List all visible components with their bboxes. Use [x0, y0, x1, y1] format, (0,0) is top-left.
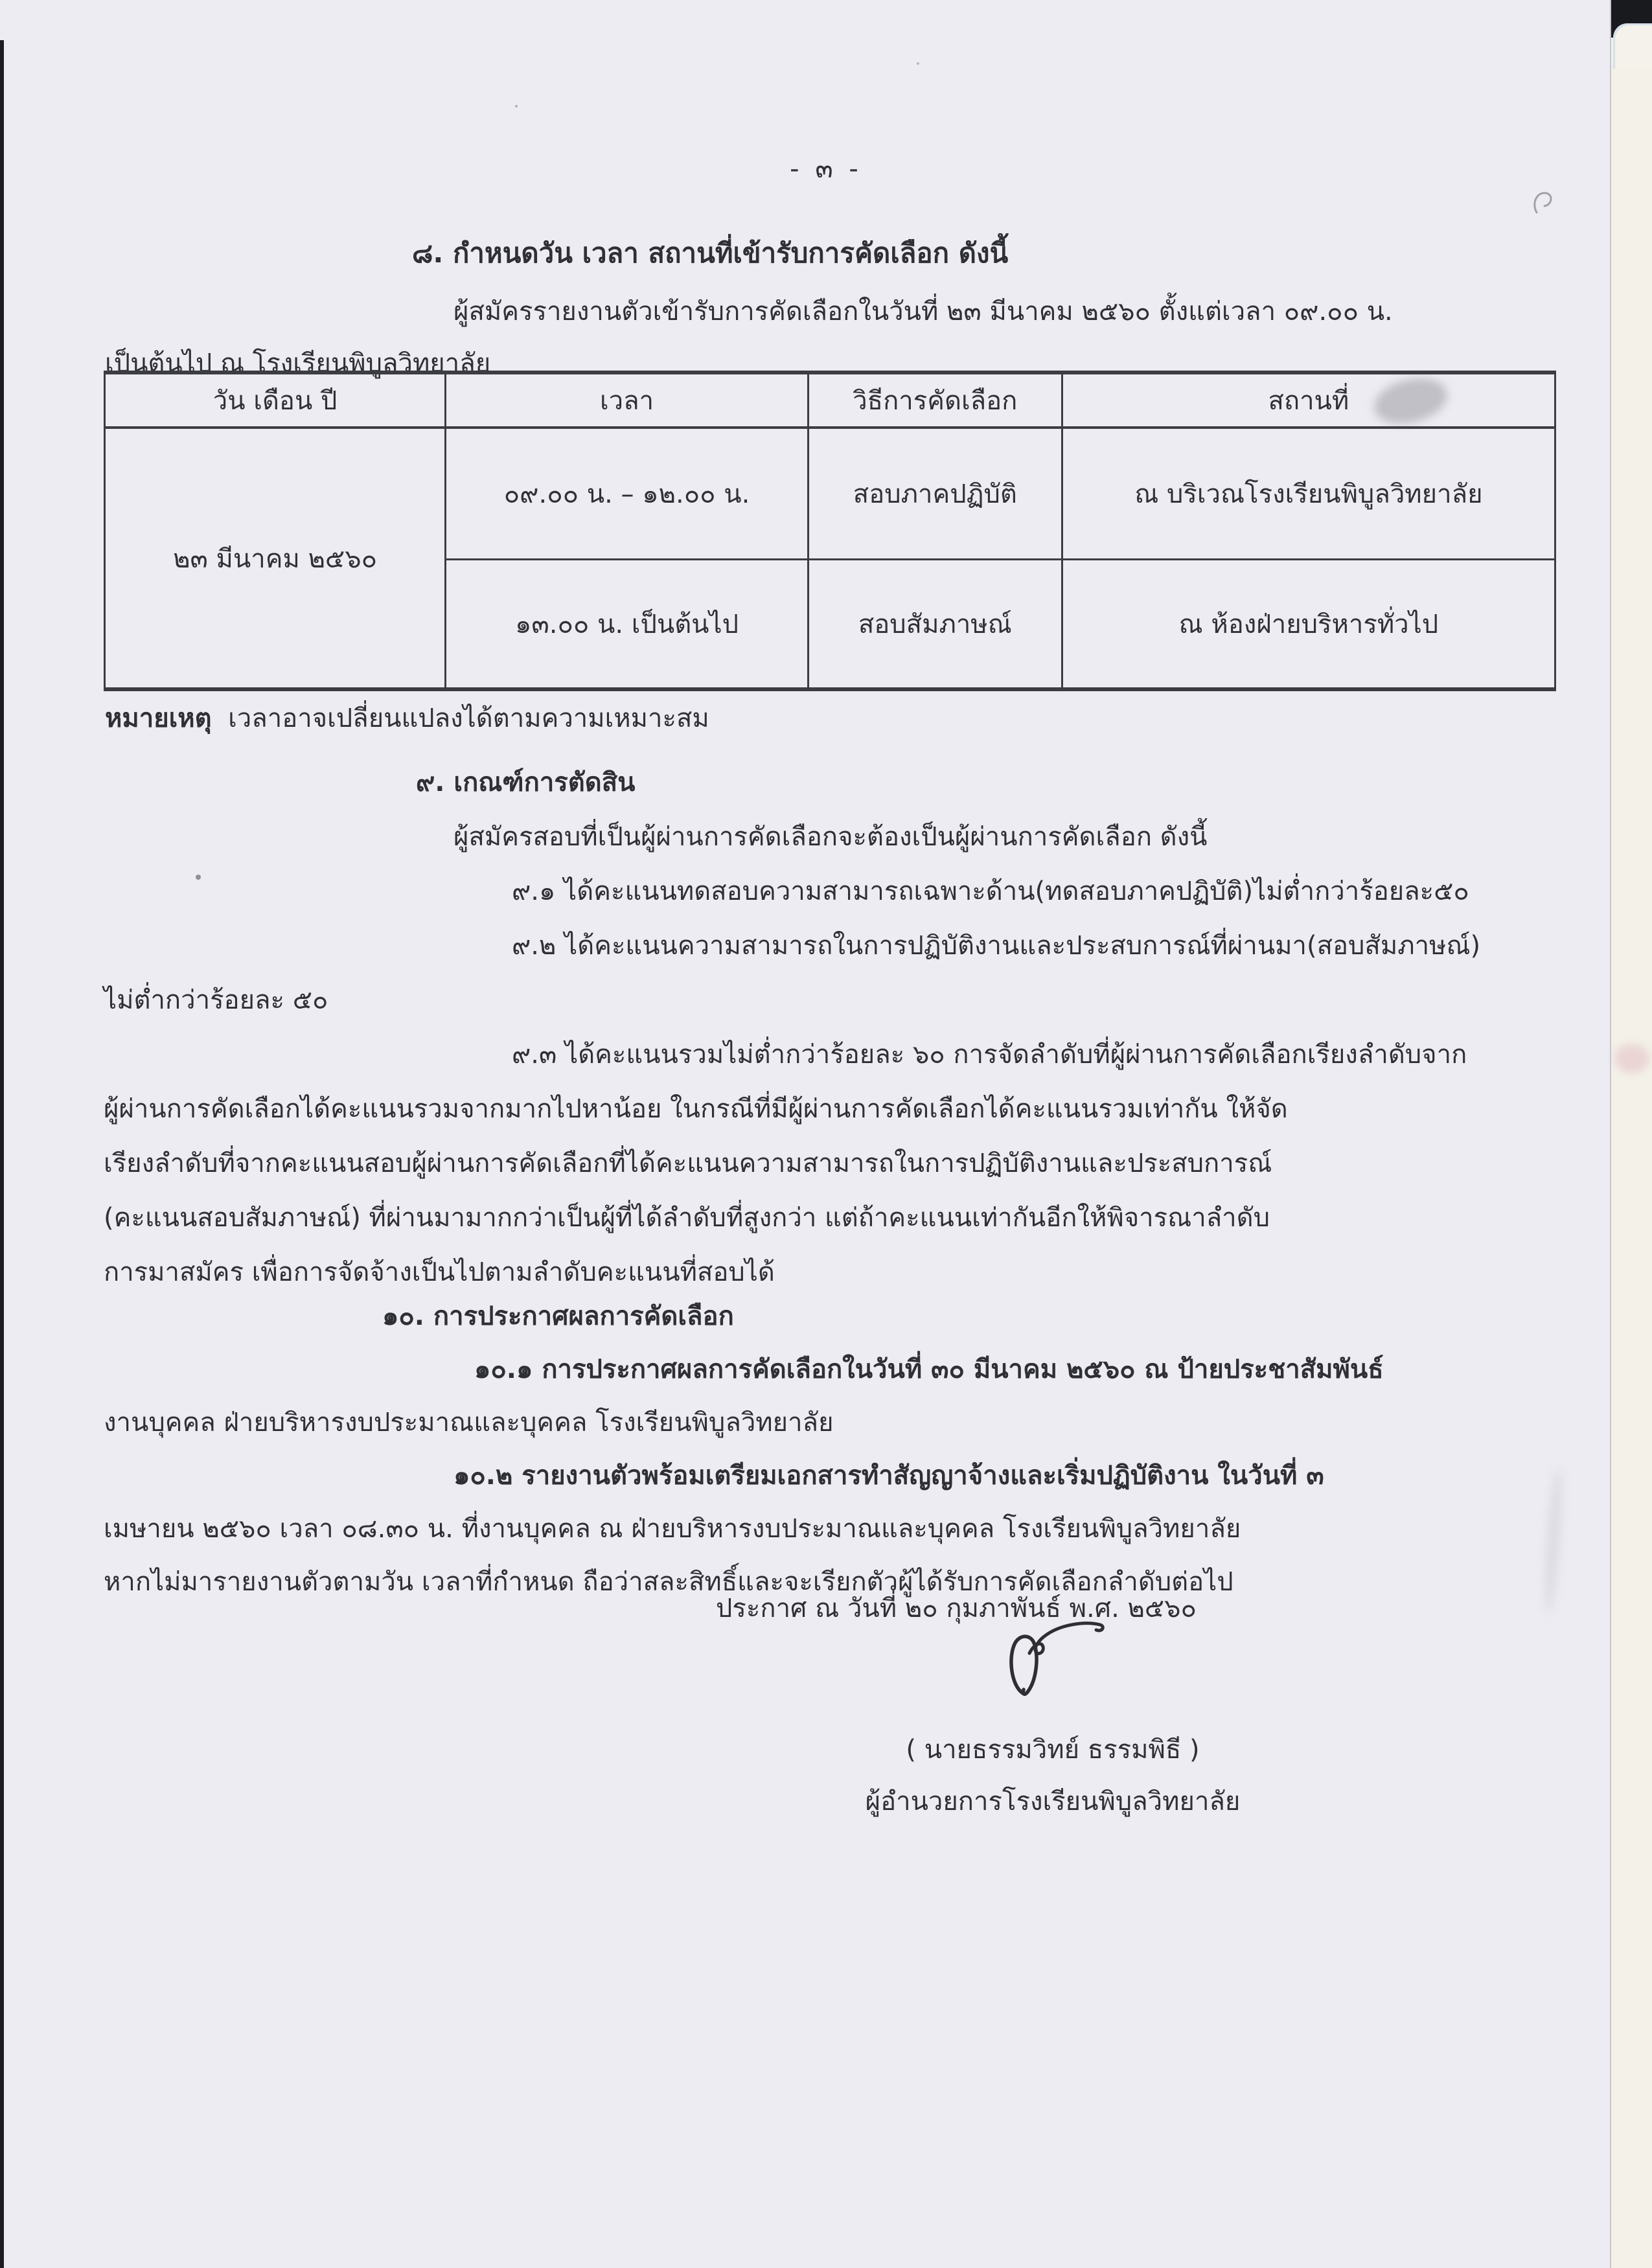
section-9-line: ผู้สมัครสอบที่เป็นผู้ผ่านการคัดเลือกจะต้องเป็นผู้ผ่านการคัดเลือก ดังนี้ [453, 822, 1208, 852]
section-9-line: ผู้ผ่านการคัดเลือกได้คะแนนรวมจากมากไปหาน้อย ในกรณีที่มีผู้ผ่านการคัดเลือกได้คะแนนรวมเท่ากัน ให้จัด [104, 1094, 1288, 1124]
table-header-row [105, 372, 1555, 428]
section-10-item-10-1: ๑๐.๑ การประกาศผลการคัดเลือกในวันที่ ๓๐ มีนาคม ๒๕๖๐ ณ ป้ายประชาสัมพันธ์ [474, 1355, 1384, 1384]
section-10-line: เมษายน ๒๕๖๐ เวลา ๐๘.๓๐ น. ที่งานบุคคล ณ ฝ่ายบริหารงบประมาณและบุคคล โรงเรียนพิบูลวิทยาลัย [104, 1514, 1241, 1544]
pink-streak-artifact [1614, 1044, 1649, 1073]
section-9-line: เรียงลำดับที่จากคะแนนสอบผู้ผ่านการคัดเลือกที่ได้คะแนนความสามารถในการปฏิบัติงานและประสบการณ์ [104, 1149, 1272, 1178]
pencil-mark-artifact [1530, 187, 1560, 219]
cell-place-2: ณ ห้องฝ่ายบริหารทั่วไป [1062, 560, 1555, 690]
selection-schedule-table [104, 371, 1556, 691]
section-10-line: งานบุคคล ฝ่ายบริหารงบประมาณและบุคคล โรงเรียนพิบูลวิทยาลัย [104, 1408, 834, 1438]
section-10-heading: ๑๐. การประกาศผลการคัดเลือก [382, 1301, 734, 1331]
section-10-item-10-2: ๑๐.๒ รายงานตัวพร้อมเตรียมเอกสารทำสัญญาจ้างและเริ่มปฏิบัติงาน ในวันที่ ๓ [453, 1461, 1324, 1491]
section-8-paragraph-line-1: ผู้สมัครรายงานตัวเข้ารับการคัดเลือกในวันที่ ๒๓ มีนาคม ๒๕๖๐ ตั้งแต่เวลา ๐๙.๐๐ น. [453, 297, 1393, 326]
backing-sheet-rounded-corner [1613, 23, 1652, 69]
page-number: - ๓ - [790, 154, 862, 184]
section-8-paragraph-line-2: เป็นต้นไป ณ โรงเรียนพิบูลวิทยาลัย [105, 349, 491, 378]
signer-name: ( นายธรรมวิทย์ ธรรมพิธี ) [906, 1735, 1200, 1765]
dust-speck [917, 62, 919, 65]
section-9-item-9-2: ๙.๒ ได้คะแนนความสามารถในการปฏิบัติงานและประสบการณ์ที่ผ่านมา(สอบสัมภาษณ์) [512, 931, 1481, 961]
note-text: เวลาอาจเปลี่ยนแปลงได้ตามความเหมาะสม [211, 704, 709, 733]
table-row [105, 428, 1555, 560]
backing-sheet-strip [1610, 0, 1652, 2268]
header-time: เวลา [446, 372, 809, 428]
cell-time-1: ๐๙.๐๐ น. – ๑๒.๐๐ น. [446, 428, 809, 560]
signature-handwriting [1001, 1618, 1121, 1706]
header-method: วิธีการคัดเลือก [808, 372, 1062, 428]
section-9-line: ไม่ต่ำกว่าร้อยละ ๕๐ [104, 985, 328, 1015]
cell-date: ๒๓ มีนาคม ๒๕๖๐ [105, 428, 446, 689]
header-date: วัน เดือน ปี [105, 372, 446, 428]
note-label: หมายเหตุ [105, 704, 212, 733]
cell-method-1: สอบภาคปฏิบัติ [808, 428, 1062, 560]
section-10 [104, 1289, 1581, 1608]
section-9-item-9-3: ๙.๓ ได้คะแนนรวมไม่ต่ำกว่าร้อยละ ๖๐ การจัดลำดับที่ผู้ผ่านการคัดเลือกเรียงลำดับจาก [512, 1040, 1467, 1070]
signer-title: ผู้อำนวยการโรงเรียนพิบูลวิทยาลัย [865, 1787, 1241, 1816]
section-9-line: (คะแนนสอบสัมภาษณ์) ที่ผ่านมามากกว่าเป็นผู้ที่ได้ลำดับที่สูงกว่า แต่ถ้าคะแนนเท่ากันอีกให้พิจารณาลำดับ [104, 1203, 1270, 1233]
cell-place-1: ณ บริเวณโรงเรียนพิบูลวิทยาลัย [1062, 428, 1555, 560]
table-note [105, 698, 709, 737]
section-9 [104, 755, 1581, 1299]
section-10-line: หากไม่มารายงานตัวตามวัน เวลาที่กำหนด ถือว่าสละสิทธิ์และจะเรียกตัวผู้ได้รับการคัดเลือกลำดับต่อไป [104, 1567, 1233, 1597]
cell-method-2: สอบสัมภาษณ์ [808, 560, 1062, 690]
header-place: สถานที่ [1062, 372, 1555, 428]
section-9-heading: ๙. เกณฑ์การตัดสิน [416, 768, 636, 797]
issued-date-line: ประกาศ ณ วันที่ ๒๐ กุมภาพันธ์ พ.ศ. ๒๕๖๐ [716, 1594, 1197, 1623]
section-8-heading: ๘. กำหนดวัน เวลา สถานที่เข้ารับการคัดเลือก ดังนี้ [412, 237, 1009, 269]
cell-time-2: ๑๓.๐๐ น. เป็นต้นไป [446, 560, 809, 690]
section-9-line: การมาสมัคร เพื่อการจัดจ้างเป็นไปตามลำดับคะแนนที่สอบได้ [104, 1257, 775, 1287]
section-9-item-9-1: ๙.๑ ได้คะแนนทดสอบความสามารถเฉพาะด้าน(ทดสอบภาคปฏิบัติ)ไม่ต่ำกว่าร้อยละ๕๐ [512, 876, 1469, 906]
dust-speck [515, 105, 518, 108]
scan-left-edge-shadow [0, 40, 4, 2268]
